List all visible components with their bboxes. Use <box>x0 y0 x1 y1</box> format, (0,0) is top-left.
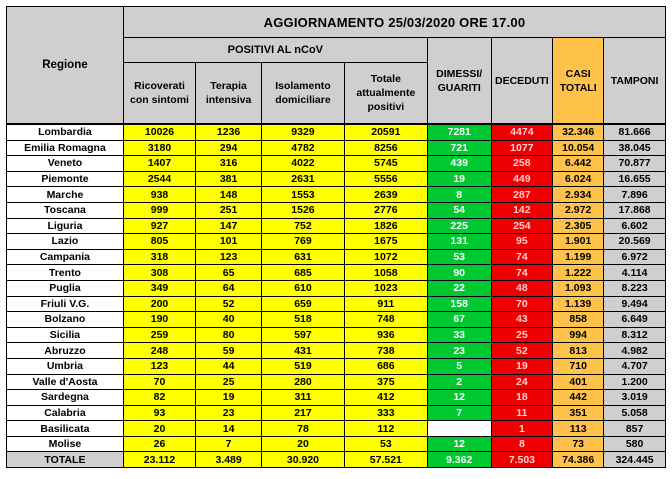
totale-positivi-cell: 1675 <box>344 234 427 250</box>
totale-positivi-cell: 738 <box>344 343 427 359</box>
tamponi-cell: 4.114 <box>604 265 666 281</box>
casi-totali-cell: 1.093 <box>553 280 604 296</box>
region-cell: Marche <box>7 187 124 203</box>
table-row <box>7 265 666 281</box>
positivi-header: POSITIVI AL nCoV <box>123 38 427 63</box>
ricoverati-cell: 308 <box>123 265 195 281</box>
table-row <box>7 124 666 140</box>
dimessi-cell: 7281 <box>427 124 491 140</box>
totale-positivi-cell: 1826 <box>344 218 427 234</box>
tamponi-cell: 38.045 <box>604 140 666 156</box>
tamponi-cell: 4.982 <box>604 343 666 359</box>
terapia-cell: 381 <box>196 171 262 187</box>
ricoverati-cell: 20 <box>123 421 195 437</box>
table-row <box>7 405 666 421</box>
deceduti-cell: 43 <box>491 312 553 328</box>
table-row <box>7 358 666 374</box>
ricoverati-cell: 70 <box>123 374 195 390</box>
table-row <box>7 436 666 452</box>
ricoverati-cell: 190 <box>123 312 195 328</box>
casi-totali-cell: 6.442 <box>553 156 604 172</box>
deceduti-cell: 1077 <box>491 140 553 156</box>
totale-positivi-cell: 8256 <box>344 140 427 156</box>
terapia-cell: 65 <box>196 265 262 281</box>
isolamento-cell: 610 <box>262 280 345 296</box>
isolamento-cell: 685 <box>262 265 345 281</box>
isolamento-cell: 2631 <box>262 171 345 187</box>
deceduti-cell: 7.503 <box>491 452 553 468</box>
dimessi-cell: 67 <box>427 312 491 328</box>
ricoverati-cell: 938 <box>123 187 195 203</box>
region-cell: Calabria <box>7 405 124 421</box>
terapia-cell: 44 <box>196 358 262 374</box>
isolamento-cell: 659 <box>262 296 345 312</box>
isolamento-cell: 280 <box>262 374 345 390</box>
totale-positivi-cell: 5556 <box>344 171 427 187</box>
totale-positivi-cell: 1058 <box>344 265 427 281</box>
terapia-cell: 7 <box>196 436 262 452</box>
region-cell: Umbria <box>7 358 124 374</box>
totale-positivi-cell: 911 <box>344 296 427 312</box>
deceduti-cell: 142 <box>491 202 553 218</box>
ricoverati-cell: 999 <box>123 202 195 218</box>
terapia-cell: 19 <box>196 390 262 406</box>
casi-totali-cell: 1.901 <box>553 234 604 250</box>
isolamento-cell: 4022 <box>262 156 345 172</box>
isolamento-cell: 769 <box>262 234 345 250</box>
isolamento-cell: 431 <box>262 343 345 359</box>
deceduti-cell: 52 <box>491 343 553 359</box>
covid-regions-table <box>6 6 666 468</box>
terapia-cell: 147 <box>196 218 262 234</box>
tamponi-cell: 6.602 <box>604 218 666 234</box>
dimessi-cell: 54 <box>427 202 491 218</box>
table-wrapper <box>6 6 666 468</box>
tamponi-cell: 70.877 <box>604 156 666 172</box>
deceduti-cell: 74 <box>491 249 553 265</box>
dimessi-cell: 53 <box>427 249 491 265</box>
tamponi-cell: 8.312 <box>604 327 666 343</box>
terapia-cell: 14 <box>196 421 262 437</box>
isolamento-cell: 78 <box>262 421 345 437</box>
ricoverati-cell: 82 <box>123 390 195 406</box>
region-cell: Bolzano <box>7 312 124 328</box>
dimessi-cell: 721 <box>427 140 491 156</box>
casi-totali-cell: 2.305 <box>553 218 604 234</box>
deceduti-cell: 1 <box>491 421 553 437</box>
tamponi-cell: 5.058 <box>604 405 666 421</box>
deceduti-cell: 8 <box>491 436 553 452</box>
casi-totali-cell: 6.024 <box>553 171 604 187</box>
table-row <box>7 390 666 406</box>
ricoverati-header: Ricoverati con sintomi <box>123 63 195 125</box>
isolamento-cell: 217 <box>262 405 345 421</box>
dimessi-cell: 131 <box>427 234 491 250</box>
deceduti-cell: 19 <box>491 358 553 374</box>
isolamento-cell: 597 <box>262 327 345 343</box>
casi-totali-cell: 10.054 <box>553 140 604 156</box>
dimessi-cell <box>427 421 491 437</box>
table-row <box>7 187 666 203</box>
region-cell: Basilicata <box>7 421 124 437</box>
ricoverati-cell: 23.112 <box>123 452 195 468</box>
deceduti-cell: 11 <box>491 405 553 421</box>
tamponi-cell: 857 <box>604 421 666 437</box>
ricoverati-cell: 93 <box>123 405 195 421</box>
update-title: AGGIORNAMENTO 25/03/2020 ORE 17.00 <box>123 7 665 38</box>
dimessi-cell: 2 <box>427 374 491 390</box>
tamponi-cell: 7.896 <box>604 187 666 203</box>
table-row <box>7 218 666 234</box>
tamponi-cell: 324.445 <box>604 452 666 468</box>
isolamento-cell: 311 <box>262 390 345 406</box>
casi-totali-header: CASI TOTALI <box>553 38 604 125</box>
totale-positivi-cell: 412 <box>344 390 427 406</box>
isolamento-cell: 752 <box>262 218 345 234</box>
tamponi-cell: 6.972 <box>604 249 666 265</box>
terapia-cell: 251 <box>196 202 262 218</box>
casi-totali-cell: 401 <box>553 374 604 390</box>
region-cell: Emilia Romagna <box>7 140 124 156</box>
ricoverati-cell: 10026 <box>123 124 195 140</box>
terapia-cell: 52 <box>196 296 262 312</box>
deceduti-cell: 74 <box>491 265 553 281</box>
deceduti-cell: 18 <box>491 390 553 406</box>
tamponi-cell: 9.494 <box>604 296 666 312</box>
tamponi-cell: 580 <box>604 436 666 452</box>
terapia-cell: 40 <box>196 312 262 328</box>
deceduti-cell: 287 <box>491 187 553 203</box>
deceduti-cell: 24 <box>491 374 553 390</box>
dimessi-cell: 22 <box>427 280 491 296</box>
deceduti-cell: 449 <box>491 171 553 187</box>
tamponi-cell: 4.707 <box>604 358 666 374</box>
casi-totali-cell: 813 <box>553 343 604 359</box>
region-cell: Valle d'Aosta <box>7 374 124 390</box>
dimessi-cell: 19 <box>427 171 491 187</box>
isolamento-cell: 1526 <box>262 202 345 218</box>
region-header: Regione <box>7 7 124 125</box>
tamponi-cell: 6.649 <box>604 312 666 328</box>
casi-totali-cell: 2.934 <box>553 187 604 203</box>
total-row <box>7 452 666 468</box>
totale-positivi-cell: 1072 <box>344 249 427 265</box>
table-row <box>7 156 666 172</box>
region-cell: Campania <box>7 249 124 265</box>
terapia-cell: 3.489 <box>196 452 262 468</box>
deceduti-cell: 70 <box>491 296 553 312</box>
totale-positivi-cell: 2776 <box>344 202 427 218</box>
region-cell: Molise <box>7 436 124 452</box>
tamponi-cell: 20.569 <box>604 234 666 250</box>
region-cell: TOTALE <box>7 452 124 468</box>
dimessi-cell: 225 <box>427 218 491 234</box>
region-cell: Sicilia <box>7 327 124 343</box>
terapia-cell: 101 <box>196 234 262 250</box>
dimessi-cell: 12 <box>427 390 491 406</box>
dimessi-cell: 90 <box>427 265 491 281</box>
isolamento-cell: 9329 <box>262 124 345 140</box>
ricoverati-cell: 318 <box>123 249 195 265</box>
ricoverati-cell: 259 <box>123 327 195 343</box>
isolamento-header: Isolamento domiciliare <box>262 63 345 125</box>
terapia-cell: 80 <box>196 327 262 343</box>
tamponi-cell: 3.019 <box>604 390 666 406</box>
isolamento-cell: 1553 <box>262 187 345 203</box>
isolamento-cell: 631 <box>262 249 345 265</box>
tamponi-cell: 17.868 <box>604 202 666 218</box>
deceduti-cell: 48 <box>491 280 553 296</box>
terapia-cell: 316 <box>196 156 262 172</box>
region-cell: Trento <box>7 265 124 281</box>
dimessi-cell: 12 <box>427 436 491 452</box>
table-row <box>7 280 666 296</box>
terapia-cell: 64 <box>196 280 262 296</box>
region-cell: Piemonte <box>7 171 124 187</box>
totale-positivi-cell: 936 <box>344 327 427 343</box>
terapia-cell: 148 <box>196 187 262 203</box>
dimessi-cell: 439 <box>427 156 491 172</box>
isolamento-cell: 519 <box>262 358 345 374</box>
casi-totali-cell: 74.386 <box>553 452 604 468</box>
table-row <box>7 202 666 218</box>
totale-positivi-cell: 112 <box>344 421 427 437</box>
totale-positivi-cell: 333 <box>344 405 427 421</box>
casi-totali-cell: 710 <box>553 358 604 374</box>
table-row <box>7 140 666 156</box>
isolamento-cell: 20 <box>262 436 345 452</box>
tamponi-cell: 8.223 <box>604 280 666 296</box>
casi-totali-cell: 858 <box>553 312 604 328</box>
region-cell: Liguria <box>7 218 124 234</box>
region-cell: Sardegna <box>7 390 124 406</box>
dimessi-cell: 23 <box>427 343 491 359</box>
totale-positivi-cell: 20591 <box>344 124 427 140</box>
table-row <box>7 296 666 312</box>
isolamento-cell: 518 <box>262 312 345 328</box>
dimessi-cell: 9.362 <box>427 452 491 468</box>
casi-totali-cell: 73 <box>553 436 604 452</box>
table-body <box>7 124 666 468</box>
table-row <box>7 249 666 265</box>
table-row <box>7 171 666 187</box>
tamponi-cell: 1.200 <box>604 374 666 390</box>
deceduti-cell: 95 <box>491 234 553 250</box>
dimessi-cell: 5 <box>427 358 491 374</box>
terapia-cell: 23 <box>196 405 262 421</box>
region-cell: Puglia <box>7 280 124 296</box>
tamponi-cell: 16.655 <box>604 171 666 187</box>
terapia-cell: 25 <box>196 374 262 390</box>
terapia-cell: 294 <box>196 140 262 156</box>
isolamento-cell: 4782 <box>262 140 345 156</box>
ricoverati-cell: 2544 <box>123 171 195 187</box>
totale-positivi-cell: 375 <box>344 374 427 390</box>
ricoverati-cell: 3180 <box>123 140 195 156</box>
dimessi-cell: 8 <box>427 187 491 203</box>
casi-totali-cell: 2.972 <box>553 202 604 218</box>
deceduti-cell: 258 <box>491 156 553 172</box>
ricoverati-cell: 200 <box>123 296 195 312</box>
ricoverati-cell: 26 <box>123 436 195 452</box>
region-cell: Lombardia <box>7 124 124 140</box>
casi-totali-cell: 32.346 <box>553 124 604 140</box>
table-row <box>7 374 666 390</box>
tamponi-header: TAMPONI <box>604 38 666 125</box>
region-cell: Lazio <box>7 234 124 250</box>
table-row <box>7 343 666 359</box>
table-row <box>7 327 666 343</box>
ricoverati-cell: 349 <box>123 280 195 296</box>
table-row <box>7 421 666 437</box>
ricoverati-cell: 248 <box>123 343 195 359</box>
casi-totali-cell: 113 <box>553 421 604 437</box>
casi-totali-cell: 1.139 <box>553 296 604 312</box>
ricoverati-cell: 123 <box>123 358 195 374</box>
totale-positivi-cell: 57.521 <box>344 452 427 468</box>
casi-totali-cell: 1.199 <box>553 249 604 265</box>
deceduti-cell: 4474 <box>491 124 553 140</box>
region-cell: Toscana <box>7 202 124 218</box>
terapia-header: Terapia intensiva <box>196 63 262 125</box>
casi-totali-cell: 442 <box>553 390 604 406</box>
deceduti-header: DECEDUTI <box>491 38 553 125</box>
terapia-cell: 59 <box>196 343 262 359</box>
totale-positivi-cell: 748 <box>344 312 427 328</box>
table-row <box>7 312 666 328</box>
totale-positivi-cell: 1023 <box>344 280 427 296</box>
region-cell: Friuli V.G. <box>7 296 124 312</box>
deceduti-cell: 254 <box>491 218 553 234</box>
table-row <box>7 234 666 250</box>
dimessi-cell: 158 <box>427 296 491 312</box>
tamponi-cell: 81.666 <box>604 124 666 140</box>
casi-totali-cell: 1.222 <box>553 265 604 281</box>
dimessi-header: DIMESSI/ GUARITI <box>427 38 491 125</box>
totale-positivi-cell: 53 <box>344 436 427 452</box>
totale-positivi-cell: 686 <box>344 358 427 374</box>
ricoverati-cell: 805 <box>123 234 195 250</box>
region-cell: Veneto <box>7 156 124 172</box>
totale-positivi-cell: 5745 <box>344 156 427 172</box>
totale-positivi-cell: 2639 <box>344 187 427 203</box>
isolamento-cell: 30.920 <box>262 452 345 468</box>
ricoverati-cell: 927 <box>123 218 195 234</box>
dimessi-cell: 33 <box>427 327 491 343</box>
casi-totali-cell: 994 <box>553 327 604 343</box>
terapia-cell: 123 <box>196 249 262 265</box>
deceduti-cell: 25 <box>491 327 553 343</box>
dimessi-cell: 7 <box>427 405 491 421</box>
region-cell: Abruzzo <box>7 343 124 359</box>
terapia-cell: 1236 <box>196 124 262 140</box>
totale-positivi-header: Totale attualmente positivi <box>344 63 427 125</box>
casi-totali-cell: 351 <box>553 405 604 421</box>
ricoverati-cell: 1407 <box>123 156 195 172</box>
